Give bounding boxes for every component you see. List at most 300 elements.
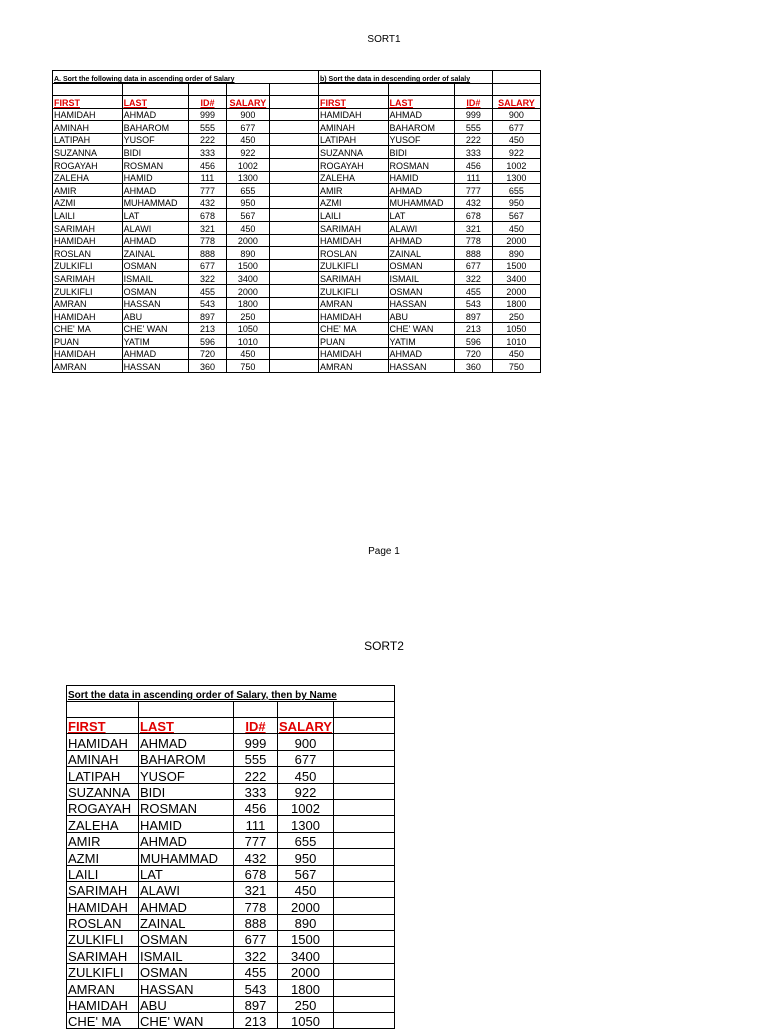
cell-salary: 1300 [492,171,540,184]
cell-id: 213 [189,322,227,335]
cell-first: LAILI [318,209,388,222]
cell-id: 677 [234,931,278,947]
empty-cell [234,702,278,718]
cell-id: 111 [455,171,493,184]
cell-id: 555 [234,750,278,766]
cell-id: 456 [189,158,227,171]
cell-id: 111 [189,171,227,184]
cell-salary: 1050 [226,322,269,335]
cell-salary: 2000 [492,284,540,297]
cell-salary: 567 [278,865,334,881]
empty-cell [334,898,395,914]
cell-first: CHE' MA [53,322,123,335]
cell-first: ZULKIFLI [318,259,388,272]
cell-id: 222 [234,767,278,783]
cell-first: CHE' MA [67,1013,139,1029]
cell-id: 778 [189,234,227,247]
cell-last: OSMAN [139,963,234,979]
table-row [53,234,541,247]
cell-last: OSMAN [139,931,234,947]
cell-id: 999 [234,734,278,750]
table-row [53,184,541,197]
cell-last: OSMAN [122,259,188,272]
cell-first: AMRAN [318,360,388,373]
cell-salary: 1500 [226,259,269,272]
cell-salary: 2000 [226,284,269,297]
table-row [53,209,541,222]
cell-last: MUHAMMAD [139,849,234,865]
header-salary: SALARY [492,96,540,109]
cell-last: ABU [388,310,454,323]
empty-cell [334,996,395,1012]
spacer-cell [269,96,318,109]
spacer-cell [269,297,318,310]
cell-salary: 890 [492,247,540,260]
table-row [67,1013,395,1029]
empty-cell [334,702,395,718]
cell-last: AHMAD [122,347,188,360]
spacer-cell [269,234,318,247]
cell-id: 897 [234,996,278,1012]
cell-id: 321 [189,221,227,234]
cell-last: ZAINAL [122,247,188,260]
cell-last: ROSMAN [388,158,454,171]
cell-id: 888 [455,247,493,260]
cell-id: 360 [455,360,493,373]
header-id: ID# [189,96,227,109]
cell-salary: 450 [492,133,540,146]
table-row [67,898,395,914]
cell-id: 333 [189,146,227,159]
cell-id: 678 [189,209,227,222]
cell-salary: 2000 [278,898,334,914]
cell-first: HAMIDAH [53,234,123,247]
cell-first: HAMIDAH [318,347,388,360]
empty-cell [334,783,395,799]
cell-last: AHMAD [122,108,188,121]
cell-salary: 890 [226,247,269,260]
empty-cell [334,750,395,766]
cell-last: HASSAN [388,360,454,373]
cell-last: HAMID [139,816,234,832]
cell-id: 322 [455,272,493,285]
table-row [67,881,395,897]
empty-cell [334,832,395,848]
cell-last: ABU [122,310,188,323]
spacer-cell [269,322,318,335]
cell-salary: 1800 [278,980,334,996]
cell-last: AHMAD [139,832,234,848]
cell-last: BAHAROM [388,121,454,134]
spacer-cell [269,108,318,121]
empty-cell [334,767,395,783]
cell-last: HAMID [122,171,188,184]
cell-id: 777 [455,184,493,197]
cell-first: HAMIDAH [67,996,139,1012]
header-id: ID# [455,96,493,109]
cell-last: LAT [139,865,234,881]
cell-id: 777 [234,832,278,848]
cell-salary: 1050 [492,322,540,335]
cell-first: HAMIDAH [67,898,139,914]
cell-last: CHE' WAN [388,322,454,335]
cell-last: AHMAD [122,184,188,197]
cell-last: ALAWI [122,221,188,234]
table-row [53,171,541,184]
cell-salary: 3400 [226,272,269,285]
cell-id: 778 [234,898,278,914]
cell-id: 720 [455,347,493,360]
cell-id: 677 [189,259,227,272]
table-row [67,931,395,947]
spacer-cell [269,259,318,272]
cell-first: CHE' MA [318,322,388,335]
table-row [53,196,541,209]
spacer-cell [269,184,318,197]
cell-first: HAMIDAH [318,310,388,323]
sort1-table [52,70,541,373]
cell-id: 596 [455,335,493,348]
cell-salary: 250 [492,310,540,323]
cell-salary: 677 [226,121,269,134]
empty-cell [455,84,493,96]
sort1-instruction-b: b) Sort the data in descending order of salaly [318,71,492,84]
cell-first: AMINAH [67,750,139,766]
empty-cell [122,84,188,96]
table-row [67,947,395,963]
cell-first: HAMIDAH [53,310,123,323]
spacer-cell [269,335,318,348]
cell-id: 777 [189,184,227,197]
table-row [67,799,395,815]
cell-salary: 1010 [492,335,540,348]
cell-salary: 890 [278,914,334,930]
cell-first: LAILI [67,865,139,881]
table-row [67,980,395,996]
table-row [53,259,541,272]
header-last: LAST [122,96,188,109]
cell-last: AHMAD [139,734,234,750]
empty-cell [334,849,395,865]
cell-id: 678 [234,865,278,881]
cell-salary: 2000 [492,234,540,247]
cell-salary: 250 [226,310,269,323]
cell-first: SARIMAH [67,947,139,963]
cell-first: LATIPAH [67,767,139,783]
cell-salary: 3400 [278,947,334,963]
cell-salary: 750 [226,360,269,373]
table-row [53,347,541,360]
table-row [67,832,395,848]
empty-cell [226,84,269,96]
cell-first: HAMIDAH [53,108,123,121]
cell-last: YUSOF [139,767,234,783]
empty-cell [388,84,454,96]
empty-cell [334,914,395,930]
cell-salary: 450 [226,347,269,360]
cell-last: ISMAIL [388,272,454,285]
cell-first: ROGAYAH [53,158,123,171]
cell-salary: 450 [278,881,334,897]
cell-last: BIDI [139,783,234,799]
sort2-table [66,685,395,1029]
cell-salary: 1500 [492,259,540,272]
cell-salary: 950 [492,196,540,209]
cell-salary: 922 [278,783,334,799]
cell-first: ROGAYAH [67,799,139,815]
cell-id: 333 [234,783,278,799]
cell-id: 333 [455,146,493,159]
cell-first: LAILI [53,209,123,222]
table-row [53,322,541,335]
cell-salary: 250 [278,996,334,1012]
cell-last: ABU [139,996,234,1012]
spacer-cell [269,221,318,234]
cell-salary: 567 [492,209,540,222]
table-row [53,297,541,310]
cell-salary: 655 [492,184,540,197]
cell-id: 111 [234,816,278,832]
cell-id: 897 [189,310,227,323]
cell-first: AMRAN [53,297,123,310]
cell-last: LAT [388,209,454,222]
empty-cell [334,734,395,750]
header-id: ID# [234,718,278,734]
cell-last: ZAINAL [388,247,454,260]
cell-first: ZALEHA [67,816,139,832]
cell-id: 432 [189,196,227,209]
cell-salary: 922 [226,146,269,159]
spacer-cell [269,284,318,297]
cell-last: MUHAMMAD [122,196,188,209]
cell-salary: 677 [278,750,334,766]
cell-id: 555 [455,121,493,134]
header-last: LAST [139,718,234,734]
cell-salary: 1800 [492,297,540,310]
cell-last: ZAINAL [139,914,234,930]
cell-first: ROGAYAH [318,158,388,171]
cell-last: CHE' WAN [139,1013,234,1029]
cell-last: HASSAN [122,360,188,373]
spacer-cell [269,347,318,360]
cell-first: AZMI [67,849,139,865]
empty-cell [334,947,395,963]
cell-salary: 1300 [226,171,269,184]
cell-first: PUAN [318,335,388,348]
cell-first: AMINAH [53,121,123,134]
cell-first: PUAN [53,335,123,348]
cell-last: HAMID [388,171,454,184]
cell-last: OSMAN [122,284,188,297]
empty-cell [492,71,540,84]
table-row [67,996,395,1012]
table-row [53,360,541,373]
table-row [53,310,541,323]
cell-first: SUZANNA [67,783,139,799]
table-row [53,247,541,260]
cell-first: ROSLAN [318,247,388,260]
cell-first: ZULKIFLI [67,963,139,979]
cell-last: ALAWI [388,221,454,234]
empty-cell [139,702,234,718]
cell-salary: 450 [226,133,269,146]
cell-salary: 950 [278,849,334,865]
cell-salary: 1010 [226,335,269,348]
table-row [67,816,395,832]
cell-salary: 1300 [278,816,334,832]
cell-first: LATIPAH [318,133,388,146]
empty-cell [492,84,540,96]
cell-id: 432 [234,849,278,865]
table-row [53,221,541,234]
spacer-cell [269,209,318,222]
cell-id: 543 [455,297,493,310]
cell-last: CHE' WAN [122,322,188,335]
cell-last: HASSAN [122,297,188,310]
cell-salary: 1500 [278,931,334,947]
table-header-row [67,718,395,734]
empty-cell [334,816,395,832]
table-row [53,108,541,121]
cell-id: 222 [455,133,493,146]
table-header-row [53,96,541,109]
table-row [67,914,395,930]
empty-cell [269,84,318,96]
cell-id: 213 [455,322,493,335]
sort2-instruction: Sort the data in ascending order of Salary, then by Name [67,686,395,702]
cell-salary: 1002 [226,158,269,171]
cell-first: ZULKIFLI [318,284,388,297]
cell-id: 778 [455,234,493,247]
empty-cell [334,881,395,897]
cell-last: AHMAD [122,234,188,247]
cell-first: AMRAN [318,297,388,310]
cell-first: SARIMAH [53,221,123,234]
cell-first: SARIMAH [318,272,388,285]
table-row [53,284,541,297]
cell-id: 888 [234,914,278,930]
cell-first: AMINAH [318,121,388,134]
header-first: FIRST [53,96,123,109]
cell-last: BIDI [388,146,454,159]
cell-id: 677 [455,259,493,272]
table-row [53,121,541,134]
cell-last: BAHAROM [139,750,234,766]
cell-last: ROSMAN [139,799,234,815]
empty-cell [67,702,139,718]
cell-last: BAHAROM [122,121,188,134]
table-row [67,767,395,783]
spacer-cell [269,146,318,159]
table-row [67,734,395,750]
cell-salary: 1050 [278,1013,334,1029]
cell-salary: 900 [492,108,540,121]
cell-last: OSMAN [388,284,454,297]
cell-first: SUZANNA [318,146,388,159]
spacer-cell [269,247,318,260]
cell-first: SARIMAH [53,272,123,285]
spacer-cell [269,133,318,146]
empty-cell [278,702,334,718]
cell-first: AMIR [318,184,388,197]
cell-last: AHMAD [139,898,234,914]
spacer-cell [269,171,318,184]
spacer-cell [269,310,318,323]
cell-last: AHMAD [388,347,454,360]
cell-first: HAMIDAH [67,734,139,750]
cell-salary: 750 [492,360,540,373]
cell-last: OSMAN [388,259,454,272]
spacer-cell [269,196,318,209]
spacer-cell [269,272,318,285]
cell-salary: 922 [492,146,540,159]
cell-first: AZMI [53,196,123,209]
cell-first: ROSLAN [67,914,139,930]
cell-id: 678 [455,209,493,222]
table-row [67,783,395,799]
cell-salary: 900 [226,108,269,121]
table-row [53,133,541,146]
empty-cell [53,84,123,96]
spacer-cell [269,121,318,134]
table-row [67,865,395,881]
cell-first: SARIMAH [67,881,139,897]
cell-salary: 2000 [278,963,334,979]
cell-last: HASSAN [388,297,454,310]
empty-cell [334,799,395,815]
cell-last: AHMAD [388,184,454,197]
cell-first: HAMIDAH [318,234,388,247]
cell-salary: 655 [278,832,334,848]
header-first: FIRST [67,718,139,734]
cell-last: HASSAN [139,980,234,996]
cell-id: 455 [234,963,278,979]
cell-first: AZMI [318,196,388,209]
header-first: FIRST [318,96,388,109]
header-salary: SALARY [279,719,332,734]
cell-first: HAMIDAH [53,347,123,360]
cell-first: AMIR [53,184,123,197]
cell-last: BIDI [122,146,188,159]
empty-cell [334,718,395,734]
cell-salary: 450 [278,767,334,783]
cell-first: SUZANNA [53,146,123,159]
table-row [53,335,541,348]
header-last: LAST [388,96,454,109]
cell-id: 543 [189,297,227,310]
empty-cell [189,84,227,96]
table-row [67,963,395,979]
cell-last: LAT [122,209,188,222]
cell-id: 455 [455,284,493,297]
cell-first: AMRAN [53,360,123,373]
table-row [67,750,395,766]
cell-first: ROSLAN [53,247,123,260]
cell-first: ZALEHA [53,171,123,184]
sheet-title-sort1: SORT1 [367,34,401,45]
cell-id: 321 [234,881,278,897]
cell-id: 720 [189,347,227,360]
cell-last: YATIM [388,335,454,348]
cell-last: AHMAD [388,234,454,247]
cell-id: 888 [189,247,227,260]
sort1-instruction-a: A. Sort the following data in ascending order of Salary [53,71,319,84]
spacer-cell [269,158,318,171]
spacer-cell [269,360,318,373]
cell-id: 360 [189,360,227,373]
cell-first: ZULKIFLI [53,259,123,272]
empty-cell [334,1013,395,1029]
